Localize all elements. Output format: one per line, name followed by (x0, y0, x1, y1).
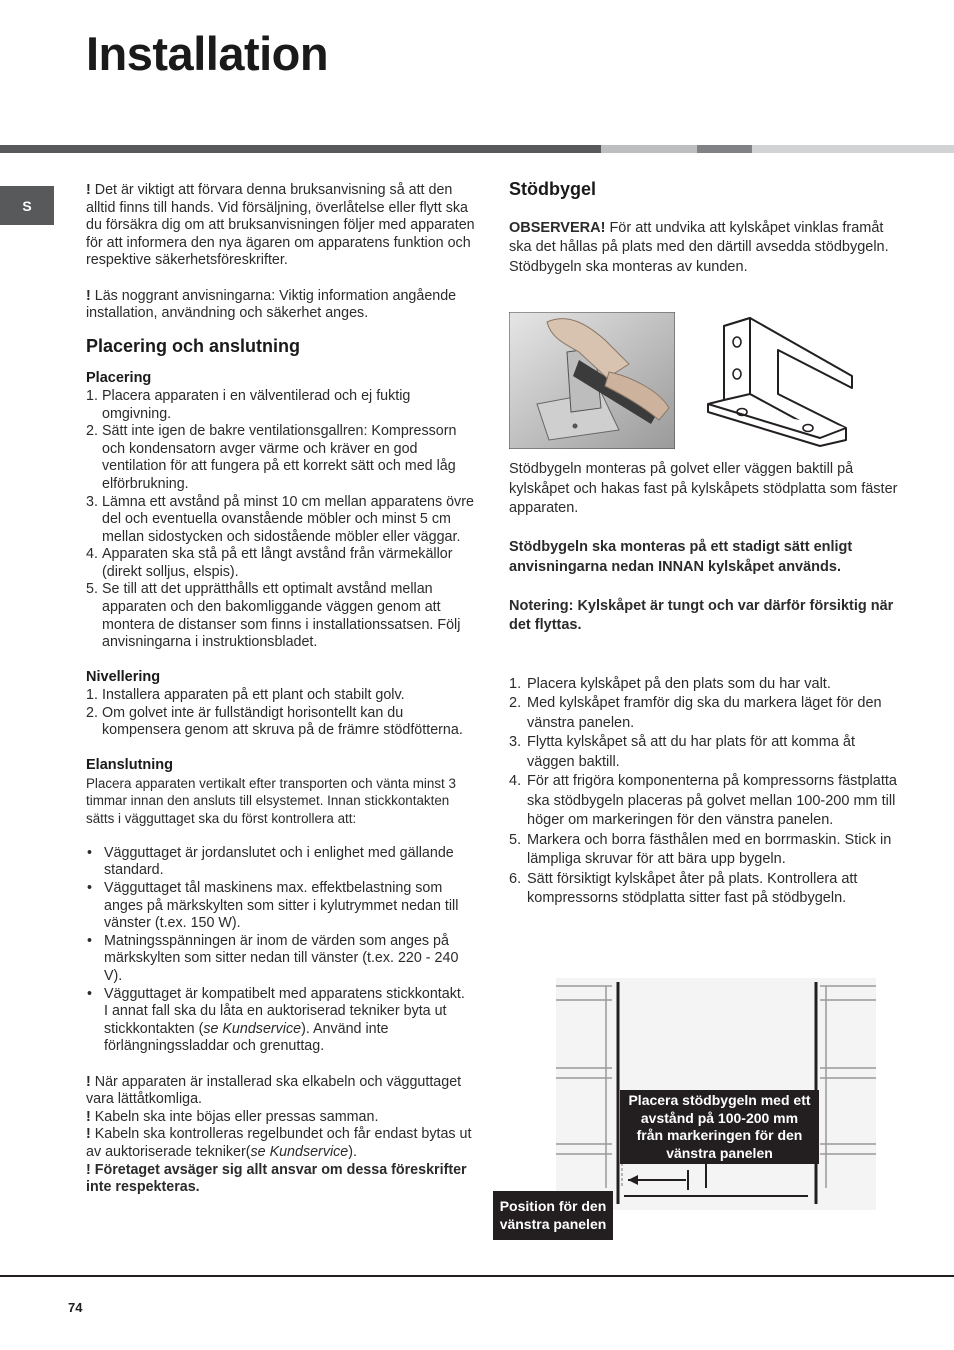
placering-list (86, 388, 476, 652)
list-item: 4. Apparaten ska stå på ett långt avstånd från värmekällor (direkt solljus, elspis). (86, 546, 453, 580)
list-item: 3. Lämna ett avstånd på minst 10 cm mellan apparatens övre del och eventuella ovanstående möbler och minst 5 cm mellan sidostycken och sidostående möbler eller väggar. (86, 493, 474, 545)
list-item: 5. Markera och borra fästhålen med en borrmaskin. Stick in lämpliga skruvar för att bära upp bygeln. (509, 831, 892, 867)
list-item: 1. Installera apparaten på ett plant och stabilt golv. (86, 687, 405, 704)
page-title: Installation (86, 27, 329, 80)
callout-bracket-distance-text: Placera stödbygeln med ett avstånd på 100-200 mm från markeringen för den vänstra panelen (628, 1092, 811, 1161)
intro-paragraph-1: ! Det är viktigt att förvara denna bruksanvisning så att den alltid finns till hands. Vid försäljning, överlåtelse eller flytt ska du försäkra dig om att bruksanvisningen följer med apparaten för att informera den nya ägaren om apparatens funktion och respektive säkerhetsföreskrifter. (86, 182, 475, 269)
callout-left-panel (493, 1191, 613, 1240)
list-item: 2. Sätt inte igen de bakre ventilationsgallren: Kompressorn och kondensatorn avger värme och kräver en god ventilation för att fungera på ett korrekt sätt och med låg elförbrukning. (86, 423, 457, 492)
list-item: • Vägguttaget är jordanslutet och i enlighet med gällande standard. (87, 844, 454, 879)
header-bar-dark (0, 145, 601, 153)
bold-instruction: Stödbygeln ska monteras på ett stadigt sätt enligt anvisningarna nedan INNAN kylskåpet används. (509, 539, 853, 575)
elanslutning-text: Placera apparaten vertikalt efter transporten och vänta minst 3 timmar innan den ansluts till elsystemet. Innan stickkontakten sätts i vägguttaget ska du först kontrollera att: (86, 776, 456, 826)
intro-paragraph-2: ! Läs noggrant anvisningarna: Viktig information angående installation, användning och säkerhet anges. (86, 287, 457, 322)
nivellering-list (86, 687, 476, 740)
list-item: • Vägguttaget är kompatibelt med apparatens stickkontakt. I annat fall ska du låta en auktoriserad tekniker byta ut stickkontakten (se Kundservice). Använd inte förlängningssladdar och grenuttag. (87, 985, 465, 1055)
language-tab: S (0, 186, 54, 225)
list-item: 3. Flytta kylskåpet så att du har plats för att komma åt väggen baktill. (509, 734, 855, 770)
subtitle-nivellering: Nivellering (86, 669, 161, 686)
warning-2: ! Kabeln ska inte böjas eller pressas samman. (86, 1108, 379, 1125)
section-title-stodbygel: Stödbygel (509, 179, 597, 199)
steps-list (509, 675, 899, 909)
bracket-photo-image (509, 312, 675, 449)
header-bar-mid (697, 145, 752, 153)
list-item: 1. Placera apparaten i en välventilerad och ej fuktig omgivning. (86, 387, 411, 422)
warning-3: ! Kabeln ska kontrolleras regelbundet och får endast bytas ut av auktoriserade tekniker(se Kundservice). (86, 1126, 472, 1160)
right-column-lower (509, 460, 899, 909)
list-item: • Vägguttaget tål maskinens max. effektbelastning som anges på märkskylten som sitter i kylutrymmet nedan till vänster (t.ex. 150 W). (87, 880, 459, 932)
header-bar-light-1 (601, 145, 697, 153)
section-title-placering-anslutning: Placering och anslutning (86, 335, 301, 356)
subtitle-elanslutning: Elanslutning (86, 757, 173, 774)
header-bar-light-2 (752, 145, 954, 153)
warning-1: ! När apparaten är installerad ska elkabeln och vägguttaget vara lättåtkomliga. (86, 1073, 462, 1108)
list-item: • Matningsspänningen är inom de värden som anges på märkskylten som sitter nedan till vänster (t.ex. 220 - 240 V). (87, 932, 459, 984)
callout-bracket-distance (620, 1090, 819, 1164)
bold-note: Notering: Kylskåpet är tungt och var därför försiktig när det flyttas. (509, 597, 894, 633)
right-column (509, 180, 899, 277)
bracket-description: Stödbygeln monteras på golvet eller väggen baktill på kylskåpet och hakas fast på kylskåpets stödplatta som fäster apparaten. (509, 461, 898, 516)
subtitle-placering: Placering (86, 370, 152, 387)
list-item: 4. För att frigöra komponenterna på kompressorns fästplatta ska stödbygeln placeras på golvet mellan 100-200 mm till höger om markeringen för den vänstra panelen. (509, 773, 897, 828)
left-column (86, 182, 476, 1197)
footer-divider (0, 1275, 954, 1277)
list-item: 2. Med kylskåpet framför dig ska du markera läget för den vänstra panelen. (509, 695, 882, 731)
observera-paragraph: OBSERVERA! För att undvika att kylskåpet vinklas framåt ska det hållas på plats med den därtill avsedda stödbygeln. (509, 219, 889, 255)
bracket-drawing (700, 314, 860, 449)
page-number: 74 (68, 1300, 83, 1315)
elanslutning-bullets (86, 845, 476, 1056)
bracket-photo (509, 312, 675, 449)
list-item: 1. Placera kylskåpet på den plats som du har valt. (509, 675, 831, 692)
bracket-drawing-image (700, 314, 860, 449)
list-item: 2. Om golvet inte är fullständigt horisontellt kan du kompensera genom att skruva på de främre stödfötterna. (86, 704, 463, 739)
observera-paragraph-2: Stödbygeln ska monteras av kunden. (509, 258, 748, 275)
list-item: 5. Se till att det upprätthålls ett optimalt avstånd mellan apparaten och den bakomliggande väggen genom att montera de distanser som finns i installationssatsen. Följ anvisningarna i instruktionsbladet. (86, 581, 461, 651)
list-item: 6. Sätt försiktigt kylskåpet åter på plats. Kontrollera att kompressorns stödplatta sitter fast på stödbygeln. (509, 870, 858, 906)
warning-4: ! Företaget avsäger sig allt ansvar om dessa föreskrifter inte respekteras. (86, 1161, 467, 1196)
callout-left-panel-text: Position för den vänstra panelen (499, 1198, 607, 1232)
